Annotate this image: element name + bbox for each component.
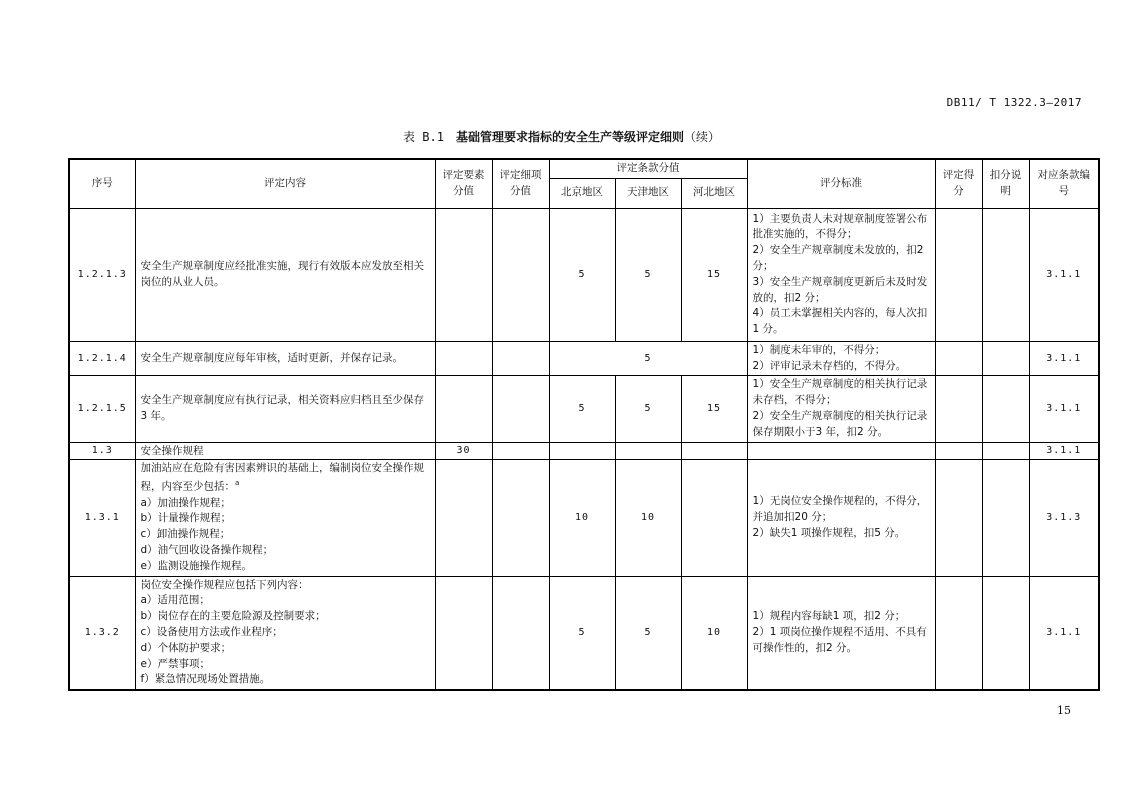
table-number: 表 B.1 xyxy=(403,130,444,144)
row-score xyxy=(935,376,982,442)
row-seq: 1.2.1.5 xyxy=(69,376,135,442)
table-row xyxy=(69,341,1099,376)
row-score xyxy=(935,459,982,576)
row-deduct xyxy=(982,442,1029,459)
row-clause-no: 3.1.3 xyxy=(1029,459,1099,576)
row-clause-no: 3.1.1 xyxy=(1029,341,1099,376)
criteria-line: 3）安全生产规章制度更新后未及时发放的，扣2 分； xyxy=(752,275,928,304)
row-tianjin: 5 xyxy=(615,376,681,442)
row-elem-score: 30 xyxy=(435,442,492,459)
content-line: 岗位安全操作规程应包括下列内容： xyxy=(140,578,309,591)
row-elem-score xyxy=(435,208,492,341)
table-row xyxy=(69,208,1099,341)
col-elem-score: 评定要素分值 xyxy=(435,159,492,208)
row-elem-score xyxy=(435,341,492,376)
row-criteria xyxy=(747,576,935,690)
col-criteria: 评分标准 xyxy=(747,159,935,208)
row-score xyxy=(935,341,982,376)
table-row xyxy=(69,459,1099,576)
col-beijing: 北京地区 xyxy=(549,178,615,208)
content-line: d）个体防护要求； xyxy=(140,641,232,654)
evaluation-table xyxy=(68,158,1100,691)
row-seq: 1.3.1 xyxy=(69,459,135,576)
criteria-line: 1）制度未年审的，不得分； xyxy=(752,343,886,356)
row-content: 安全生产规章制度应每年审核，适时更新，并保存记录。 xyxy=(135,341,435,376)
criteria-line: 1）规程内容每缺1 项，扣2 分； xyxy=(752,610,906,623)
row-clause-no: 3.1.1 xyxy=(1029,208,1099,341)
content-line: a）适用范围； xyxy=(140,594,210,607)
row-hebei xyxy=(681,459,747,576)
row-beijing: 5 xyxy=(549,576,615,690)
row-criteria xyxy=(747,208,935,341)
row-item-score xyxy=(492,576,549,690)
row-hebei: 10 xyxy=(681,576,747,690)
content-line: a）加油操作规程； xyxy=(140,496,231,509)
row-criteria xyxy=(747,376,935,442)
col-hebei: 河北地区 xyxy=(681,178,747,208)
criteria-line: 2）评审记录未存档的，不得分。 xyxy=(752,359,907,372)
col-tianjin: 天津地区 xyxy=(615,178,681,208)
row-tianjin: 5 xyxy=(615,208,681,341)
table-row xyxy=(69,576,1099,690)
col-item-score: 评定细项分值 xyxy=(492,159,549,208)
criteria-line: 1）安全生产规章制度的相关执行记录未存档，不得分； xyxy=(752,378,928,407)
row-beijing: 5 xyxy=(549,376,615,442)
criteria-line: 1）无岗位安全操作规程的，不得分，并追加扣20 分； xyxy=(752,494,928,523)
content-line: e）监测设施操作规程。 xyxy=(140,559,252,572)
row-criteria xyxy=(747,459,935,576)
table-row xyxy=(69,442,1099,459)
row-merged-score: 5 xyxy=(549,341,747,376)
row-seq: 1.3 xyxy=(69,442,135,459)
row-tianjin: 5 xyxy=(615,576,681,690)
row-criteria xyxy=(747,341,935,376)
content-line: e）严禁事项； xyxy=(140,657,210,670)
row-content: 安全操作规程 xyxy=(135,442,435,459)
row-elem-score xyxy=(435,376,492,442)
content-line: d）油气回收设备操作规程； xyxy=(140,544,274,557)
row-content xyxy=(135,576,435,690)
row-score xyxy=(935,576,982,690)
row-deduct xyxy=(982,576,1029,690)
criteria-line: 2）安全生产规章制度未发放的，扣2 分； xyxy=(752,244,924,272)
row-score xyxy=(935,442,982,459)
row-tianjin: 10 xyxy=(615,459,681,576)
row-beijing: 5 xyxy=(549,208,615,341)
row-deduct xyxy=(982,459,1029,576)
row-seq: 1.2.1.4 xyxy=(69,341,135,376)
row-seq: 1.3.2 xyxy=(69,576,135,690)
row-clause-no: 3.1.1 xyxy=(1029,376,1099,442)
content-line: b）岗位存在的主要危险源及控制要求； xyxy=(140,610,326,623)
criteria-line: 2）1 项岗位操作规程不适用、不具有可操作性的，扣2 分。 xyxy=(752,626,927,654)
row-score xyxy=(935,208,982,341)
col-clause-no: 对应条款编号 xyxy=(1029,159,1099,208)
document-id: DB11/ T 1322.3—2017 xyxy=(946,96,1082,109)
content-line: f）紧急情况现场处置措施。 xyxy=(140,673,271,686)
row-item-score xyxy=(492,459,549,576)
criteria-line: 2）缺失1 项操作规程，扣5 分。 xyxy=(752,526,906,539)
row-item-score xyxy=(492,376,549,442)
content-line: c）设备使用方法或作业程序； xyxy=(140,626,283,639)
row-item-score xyxy=(492,341,549,376)
page-number: 15 xyxy=(1057,704,1071,717)
footnote-marker: a xyxy=(235,479,240,488)
row-content: 安全生产规章制度应经批准实施，现行有效版本应发放至相关岗位的从业人员。 xyxy=(135,208,435,341)
criteria-line: 4）员工未掌握相关内容的，每人次扣1 分。 xyxy=(752,307,928,336)
row-clause-no: 3.1.1 xyxy=(1029,576,1099,690)
col-clause-group: 评定条款分值 xyxy=(549,159,747,178)
row-hebei: 15 xyxy=(681,208,747,341)
col-content: 评定内容 xyxy=(135,159,435,208)
table-continued: （续） xyxy=(683,130,720,144)
criteria-line: 2）安全生产规章制度的相关执行记录保存期限小于3 年，扣2 分。 xyxy=(752,409,928,438)
col-seq: 序号 xyxy=(69,159,135,208)
row-beijing xyxy=(549,442,615,459)
row-content xyxy=(135,459,435,576)
row-item-score xyxy=(492,442,549,459)
row-hebei: 15 xyxy=(681,376,747,442)
content-line: c）卸油操作规程； xyxy=(140,528,231,541)
row-deduct xyxy=(982,376,1029,442)
row-elem-score xyxy=(435,459,492,576)
row-item-score xyxy=(492,208,549,341)
table-row xyxy=(69,376,1099,442)
row-criteria xyxy=(747,442,935,459)
content-line: 加油站应在危险有害因素辨识的基础上，编制岗位安全操作规程，内容至少包括：$^a$ xyxy=(140,461,424,493)
row-beijing: 10 xyxy=(549,459,615,576)
row-tianjin xyxy=(615,442,681,459)
row-clause-no: 3.1.1 xyxy=(1029,442,1099,459)
criteria-line: 1）主要负责人未对规章制度签署公布批准实施的，不得分； xyxy=(752,212,928,241)
row-content: 安全生产规章制度应有执行记录，相关资料应归档且至少保存3 年。 xyxy=(135,376,435,442)
row-deduct xyxy=(982,208,1029,341)
row-deduct xyxy=(982,341,1029,376)
col-deduct: 扣分说明 xyxy=(982,159,1029,208)
row-elem-score xyxy=(435,576,492,690)
row-hebei xyxy=(681,442,747,459)
row-seq: 1.2.1.3 xyxy=(69,208,135,341)
table-title: 基础管理要求指标的安全生产等级评定细则 xyxy=(455,130,684,144)
col-score: 评定得分 xyxy=(935,159,982,208)
table-caption xyxy=(0,128,1123,145)
content-line: b）计量操作规程； xyxy=(140,512,232,525)
